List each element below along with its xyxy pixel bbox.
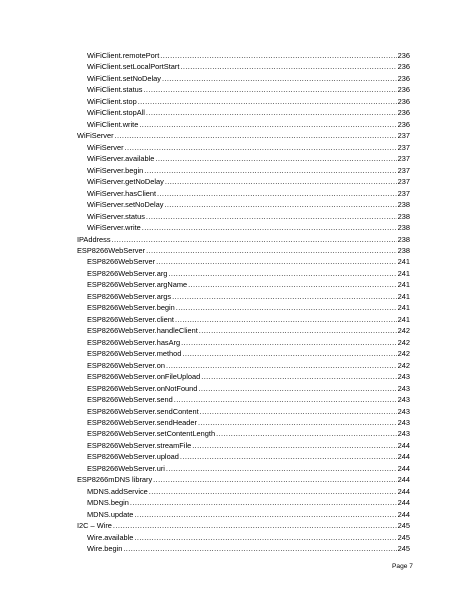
toc-dot-leader <box>146 245 397 256</box>
toc-entry[interactable] <box>87 394 410 405</box>
toc-entry-page: 244 <box>397 475 410 485</box>
toc-entry-title: I2C – Wire <box>77 521 112 531</box>
toc-entry-page: 243 <box>397 372 410 382</box>
toc-entry-page: 241 <box>397 280 410 290</box>
toc-entry-page: 245 <box>397 521 410 531</box>
toc-entry-title: ESP8266WebServer.hasArg <box>87 337 181 347</box>
toc-entry-title: IPAddress <box>77 234 111 244</box>
toc-entry-title: WiFiClient.status <box>87 85 143 95</box>
toc-entry[interactable] <box>87 119 410 130</box>
toc-entry[interactable] <box>87 348 410 359</box>
toc-entry[interactable] <box>87 463 410 474</box>
toc-dot-leader <box>130 497 397 508</box>
toc-dot-leader <box>139 119 396 130</box>
toc-dot-leader <box>156 256 397 267</box>
toc-entry-title: MDNS.begin <box>87 498 129 508</box>
toc-entry-page: 244 <box>397 440 410 450</box>
toc-entry[interactable] <box>87 509 410 520</box>
toc-entry[interactable] <box>87 84 410 95</box>
toc-dot-leader <box>192 440 396 451</box>
toc-entry-page: 245 <box>397 544 410 554</box>
toc-entry-title: ESP8266WebServer <box>77 245 146 255</box>
toc-entry[interactable] <box>87 532 410 543</box>
toc-entry-page: 244 <box>397 486 410 496</box>
toc-entry-page: 242 <box>397 360 410 370</box>
toc-entry[interactable] <box>87 291 410 302</box>
toc-entry-title: WiFiClient.setNoDelay <box>87 73 161 83</box>
toc-entry-title: Wire.available <box>87 532 134 542</box>
toc-dot-leader <box>180 451 397 462</box>
toc-entry-page: 237 <box>397 131 410 141</box>
table-of-contents <box>0 50 463 555</box>
toc-dot-leader <box>125 142 397 153</box>
toc-entry-title: ESP8266WebServer.args <box>87 291 172 301</box>
toc-entry-page: 244 <box>397 509 410 519</box>
toc-dot-leader <box>165 176 397 187</box>
toc-dot-leader <box>153 474 396 485</box>
toc-dot-leader <box>200 406 397 417</box>
toc-entry[interactable] <box>87 222 410 233</box>
toc-entry-title: ESP8266WebServer.uri <box>87 463 165 473</box>
toc-dot-leader <box>123 543 396 554</box>
toc-entry[interactable] <box>87 451 410 462</box>
toc-entry-page: 241 <box>397 268 410 278</box>
toc-entry[interactable] <box>77 130 410 141</box>
toc-entry-page: 242 <box>397 337 410 347</box>
toc-dot-leader <box>113 520 397 531</box>
toc-entry-page: 236 <box>397 62 410 72</box>
toc-entry-title: WiFiClient.write <box>87 119 139 129</box>
toc-entry-title: WiFiServer.getNoDelay <box>87 177 164 187</box>
toc-entry-page: 244 <box>397 452 410 462</box>
toc-dot-leader <box>144 165 396 176</box>
toc-dot-leader <box>198 417 397 428</box>
toc-dot-leader <box>175 314 397 325</box>
toc-dot-leader <box>134 532 396 543</box>
toc-entry[interactable] <box>87 497 410 508</box>
toc-entry[interactable] <box>87 406 410 417</box>
toc-entry-title: MDNS.update <box>87 509 134 519</box>
toc-entry-page: 236 <box>397 96 410 106</box>
toc-dot-leader <box>166 360 397 371</box>
toc-entry-page: 241 <box>397 257 410 267</box>
toc-entry[interactable] <box>87 142 410 153</box>
toc-entry[interactable] <box>87 325 410 336</box>
toc-entry-title: WiFiClient.stopAll <box>87 108 145 118</box>
toc-dot-leader <box>174 394 397 405</box>
toc-dot-leader <box>115 130 397 141</box>
toc-entry[interactable] <box>87 417 410 428</box>
toc-entry-title: ESP8266WebServer.arg <box>87 268 168 278</box>
toc-entry-title: WiFiServer.hasClient <box>87 188 156 198</box>
toc-entry[interactable] <box>87 383 410 394</box>
toc-entry-title: WiFiClient.remotePort <box>87 51 160 60</box>
toc-entry-title: ESP8266WebServer.sendHeader <box>87 418 197 427</box>
toc-entry-title: ESP8266WebServer.onFileUpload <box>87 372 201 382</box>
toc-entry-page: 238 <box>397 200 410 210</box>
toc-dot-leader <box>199 325 397 336</box>
toc-entry-page: 236 <box>397 73 410 83</box>
toc-entry[interactable] <box>77 520 410 531</box>
toc-entry[interactable] <box>87 153 410 164</box>
toc-entry-title: ESP8266WebServer.handleClient <box>87 326 198 336</box>
toc-entry-page: 236 <box>397 119 410 129</box>
toc-entry-title: WiFiServer.setNoDelay <box>87 200 164 210</box>
toc-dot-leader <box>166 463 397 474</box>
toc-entry-title: WiFiServer <box>87 142 124 152</box>
toc-entry-title: ESP8266WebServer.streamFile <box>87 440 192 450</box>
toc-dot-leader <box>138 96 397 107</box>
toc-entry-page: 237 <box>397 142 410 152</box>
toc-entry-page: 243 <box>397 395 410 405</box>
toc-entry[interactable] <box>77 245 410 256</box>
toc-entry-title: WiFiServer <box>77 131 114 141</box>
toc-dot-leader <box>176 302 397 313</box>
toc-entry-page: 238 <box>397 223 410 233</box>
toc-entry-page: 237 <box>397 188 410 198</box>
toc-entry[interactable] <box>87 256 410 267</box>
toc-entry-page: 241 <box>397 291 410 301</box>
toc-dot-leader <box>160 50 396 61</box>
toc-entry-page: 242 <box>397 326 410 336</box>
toc-entry-page: 243 <box>397 383 410 393</box>
toc-dot-leader <box>201 371 396 382</box>
toc-entry-page: 244 <box>397 463 410 473</box>
toc-entry-page: 245 <box>397 532 410 542</box>
toc-dot-leader <box>149 486 397 497</box>
toc-entry-page: 243 <box>397 418 410 427</box>
toc-entry-title: WiFiServer.begin <box>87 165 144 175</box>
toc-entry[interactable] <box>87 96 410 107</box>
toc-dot-leader <box>168 268 396 279</box>
toc-dot-leader <box>216 428 397 439</box>
toc-entry-title: WiFiServer.status <box>87 211 145 221</box>
toc-entry-title: WiFiClient.stop <box>87 96 137 106</box>
toc-dot-leader <box>112 234 397 245</box>
toc-entry[interactable] <box>87 486 410 497</box>
toc-entry-page: 243 <box>397 406 410 416</box>
toc-dot-leader <box>181 337 397 348</box>
toc-entry[interactable] <box>77 474 410 485</box>
toc-entry-page: 243 <box>397 429 410 439</box>
toc-dot-leader <box>134 509 396 520</box>
toc-entry-page: 242 <box>397 349 410 359</box>
toc-entry-title: ESP8266WebServer.begin <box>87 303 175 313</box>
toc-entry-title: WiFiServer.write <box>87 223 141 233</box>
toc-entry[interactable] <box>87 302 410 313</box>
toc-entry-page: 241 <box>397 314 410 324</box>
toc-entry-title: ESP8266WebServer.argName <box>87 280 188 290</box>
toc-entry-page: 241 <box>397 303 410 313</box>
toc-entry-page: 244 <box>397 498 410 508</box>
toc-entry[interactable] <box>77 234 410 245</box>
toc-entry-page: 236 <box>397 108 410 118</box>
toc-entry-page: 236 <box>397 85 410 95</box>
toc-entry-page: 237 <box>397 165 410 175</box>
toc-entry-title: ESP8266mDNS library <box>77 475 153 485</box>
toc-entry[interactable] <box>87 211 410 222</box>
toc-entry-page: 236 <box>397 51 410 60</box>
toc-entry[interactable] <box>87 543 410 554</box>
toc-entry-title: ESP8266WebServer.client <box>87 314 174 324</box>
toc-entry-title: ESP8266WebServer.onNotFound <box>87 383 198 393</box>
toc-entry-page: 238 <box>397 245 410 255</box>
toc-entry[interactable] <box>87 360 410 371</box>
toc-dot-leader <box>164 199 396 210</box>
toc-dot-leader <box>188 279 397 290</box>
toc-entry[interactable] <box>87 337 410 348</box>
toc-entry[interactable] <box>87 428 410 439</box>
toc-entry[interactable] <box>87 188 410 199</box>
toc-entry[interactable] <box>87 268 410 279</box>
toc-dot-leader <box>157 188 397 199</box>
toc-entry-page: 238 <box>397 234 410 244</box>
toc-entry-title: ESP8266WebServer.upload <box>87 452 179 462</box>
page-number: Page 7 <box>392 563 413 570</box>
toc-entry[interactable] <box>87 371 410 382</box>
toc-entry-title: ESP8266WebServer <box>87 257 156 267</box>
toc-dot-leader <box>146 107 397 118</box>
toc-entry[interactable] <box>87 199 410 210</box>
toc-dot-leader <box>198 383 396 394</box>
toc-entry[interactable] <box>87 165 410 176</box>
toc-entry-page: 237 <box>397 154 410 164</box>
toc-dot-leader <box>180 61 396 72</box>
toc-entry[interactable] <box>87 314 410 325</box>
toc-dot-leader <box>142 222 397 233</box>
toc-entry[interactable] <box>87 107 410 118</box>
toc-dot-leader <box>162 73 397 84</box>
toc-entry-title: ESP8266WebServer.method <box>87 349 182 359</box>
toc-entry-title: ESP8266WebServer.sendContent <box>87 406 199 416</box>
toc-entry-title: WiFiClient.setLocalPortStart <box>87 62 180 72</box>
toc-entry[interactable] <box>87 279 410 290</box>
toc-dot-leader <box>146 211 397 222</box>
toc-entry-title: MDNS.addService <box>87 486 148 496</box>
toc-entry-page: 237 <box>397 177 410 187</box>
toc-entry[interactable] <box>87 440 410 451</box>
toc-dot-leader <box>143 84 396 95</box>
toc-entry-title: Wire.begin <box>87 544 123 554</box>
toc-entry-title: ESP8266WebServer.setContentLength <box>87 429 216 439</box>
toc-dot-leader <box>155 153 396 164</box>
toc-entry[interactable] <box>87 61 410 72</box>
toc-entry-title: ESP8266WebServer.on <box>87 360 165 370</box>
toc-dot-leader <box>182 348 396 359</box>
toc-entry[interactable] <box>87 50 410 61</box>
toc-entry[interactable] <box>87 73 410 84</box>
toc-entry[interactable] <box>87 176 410 187</box>
toc-entry-page: 238 <box>397 211 410 221</box>
toc-entry-title: WiFiServer.available <box>87 154 155 164</box>
toc-dot-leader <box>172 291 397 302</box>
toc-entry-title: ESP8266WebServer.send <box>87 395 173 405</box>
